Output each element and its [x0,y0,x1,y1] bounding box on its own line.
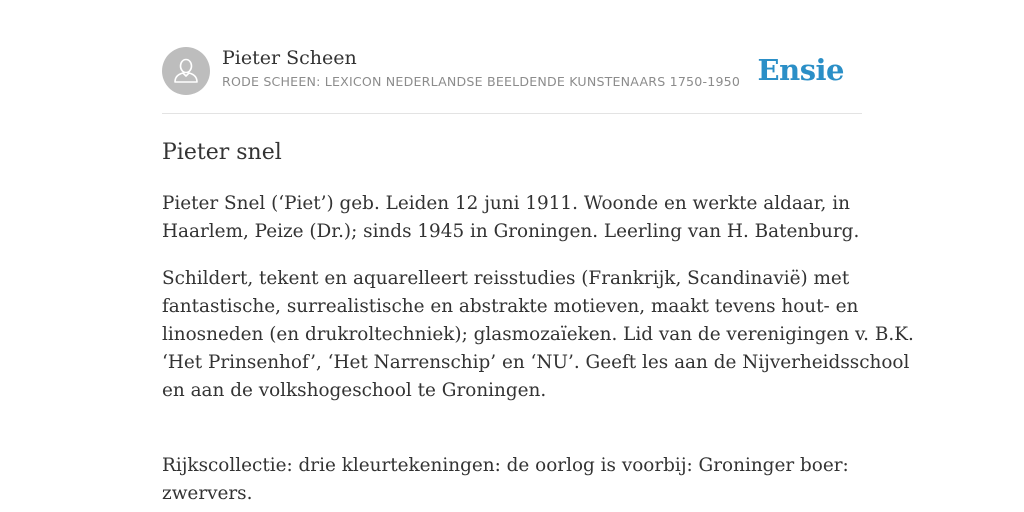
header-divider [162,113,862,114]
brand-logo[interactable]: Ensie [757,53,844,87]
paragraph-spacer [162,424,862,452]
article-header [162,46,862,96]
author-avatar[interactable] [162,47,210,95]
paragraph-line: linosneden (en drukroltechniek); glasmozaïeken. Lid van de verenigingen v. B.K. [162,324,914,345]
source-title[interactable]: RODE SCHEEN: LEXICON NEDERLANDSE BEELDENDE KUNSTENAARS 1750-1950 [222,74,741,89]
paragraph-line: ‘Het Prinsenhof’, ‘Het Narrenschip’ en ‘NU’. Geeft les aan de Nijverheidsschool [162,352,910,373]
paragraph-line: Haarlem, Peize (Dr.); sinds 1945 in Groningen. Leerling van H. Batenburg. [162,221,860,242]
paragraph-line: zwervers. [162,483,253,504]
paragraph-line: Rijkscollectie: drie kleurtekeningen: de oorlog is voorbij: Groninger boer: [162,455,849,476]
article-body [162,190,914,512]
paragraph-line: fantastische, surrealistische en abstrakte motieven, maakt tevens hout- en [162,296,859,317]
paragraph-line: en aan de volkshogeschool te Groningen. [162,380,547,401]
paragraph-2 [162,265,914,405]
paragraph-line: Schildert, tekent en aquarelleert reisstudies (Frankrijk, Scandinavië) met [162,268,850,289]
paragraph-line: Pieter Snel (‘Piet’) geb. Leiden 12 juni 1911. Woonde en werkte aldaar, in [162,193,850,214]
paragraph-3 [162,452,862,508]
article-title: Pieter snel [162,140,282,165]
author-name[interactable]: Pieter Scheen [222,47,357,69]
paragraph-1 [162,190,862,246]
user-silhouette-icon [162,47,210,95]
